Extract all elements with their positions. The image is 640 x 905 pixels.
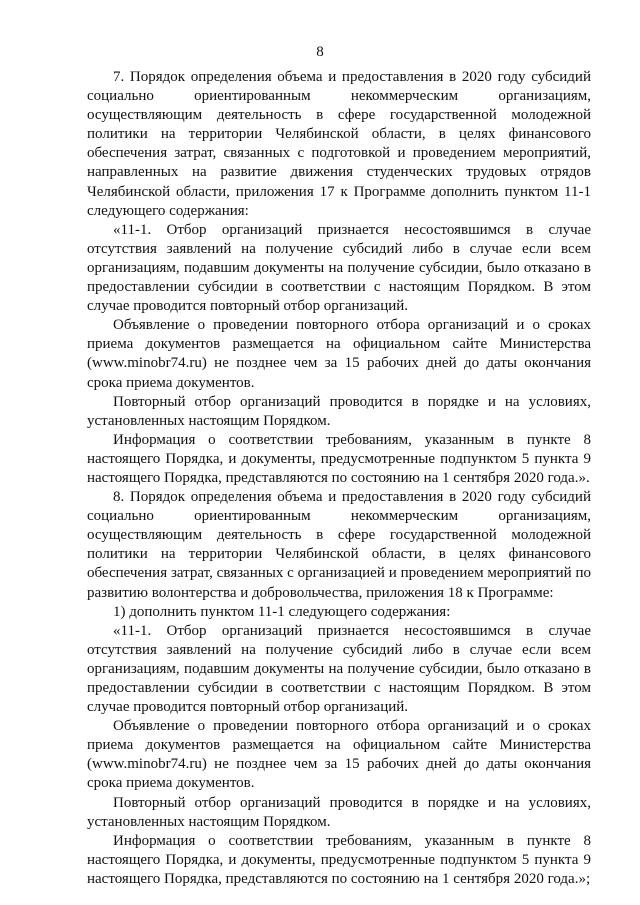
paragraph-compliance-info-2: Информация о соответствии требованиям, указанным в пункте 8 настоящего Порядка, и документы, предусмотренные подпунктом 5 пункта 9 настоящего Порядка, представляются по состоянию на 1 сентября 2020 года.»;: [87, 832, 591, 887]
page-number: 8: [316, 44, 324, 60]
paragraph-8-subitem-1: 1) дополнить пунктом 11-1 следующего содержания:: [113, 603, 451, 620]
paragraph-repeat-selection-order-2: Повторный отбор организаций проводится в порядке и на условиях, установленных настоящим Порядком.: [87, 794, 591, 830]
paragraph-11-1-failed-selection: «11-1. Отбор организаций признается несостоявшимся в случае отсутствия заявлений на получение субсидий либо в случае если всем организациям, подавшим документы на получение субсидии, было отказано в предоставлении субсидии в соответствии с настоящим Порядком. В этом случае проводится повторный отбор организаций.: [87, 221, 591, 315]
paragraph-compliance-info: Информация о соответствии требованиям, указанным в пункте 8 настоящего Порядка, и документы, предусмотренные подпунктом 5 пункта 9 настоящего Порядка, представляются по состоянию на 1 сентября 2020 года.».: [87, 431, 591, 486]
paragraph-8-intro: 8. Порядок определения объема и предоставления в 2020 году субсидий социально ориентированным некоммерческим организациям, осуществляющим деятельность в сфере государственной молодежной политики на территории Челябинской области, в целях финансового обеспечения затрат, связанных с организацией и проведением мероприятий по развитию волонтерства и добровольчества, приложения 18 к Программе:: [87, 489, 591, 601]
paragraph-repeat-selection-announcement-2: Объявление о проведении повторного отбора организаций и о сроках приема документов размещается на официальном сайте Министерства (www.minobr74.ru) не позднее чем за 15 рабочих дней до даты окончания срока приема документов.: [87, 718, 591, 792]
paragraph-7-intro: 7. Порядок определения объема и предоставления в 2020 году субсидий социально ориентированным некоммерческим организациям, осуществляющим деятельность в сфере государственной молодежной политики на территории Челябинской области, в целях финансового обеспечения затрат, связанных с подготовкой и проведением мероприятий, направленных на развитие движения студенческих трудовых отрядов Челябинской области, приложения 17 к Программе дополнить пунктом 11-1 следующего содержания:: [87, 69, 591, 219]
paragraph-11-1-failed-selection-2: «11-1. Отбор организаций признается несостоявшимся в случае отсутствия заявлений на получение субсидий либо в случае если всем организациям, подавшим документы на получение субсидии, было отказано в предоставлении субсидии в соответствии с настоящим Порядком. В этом случае проводится повторный отбор организаций.: [87, 622, 591, 716]
paragraph-repeat-selection-order: Повторный отбор организаций проводится в порядке и на условиях, установленных настоящим Порядком.: [87, 393, 591, 429]
paragraph-repeat-selection-announcement: Объявление о проведении повторного отбора организаций и о сроках приема документов размещается на официальном сайте Министерства (www.minobr74.ru) не позднее чем за 15 рабочих дней до даты окончания срока приема документов.: [87, 317, 591, 391]
document-body: [87, 68, 591, 889]
